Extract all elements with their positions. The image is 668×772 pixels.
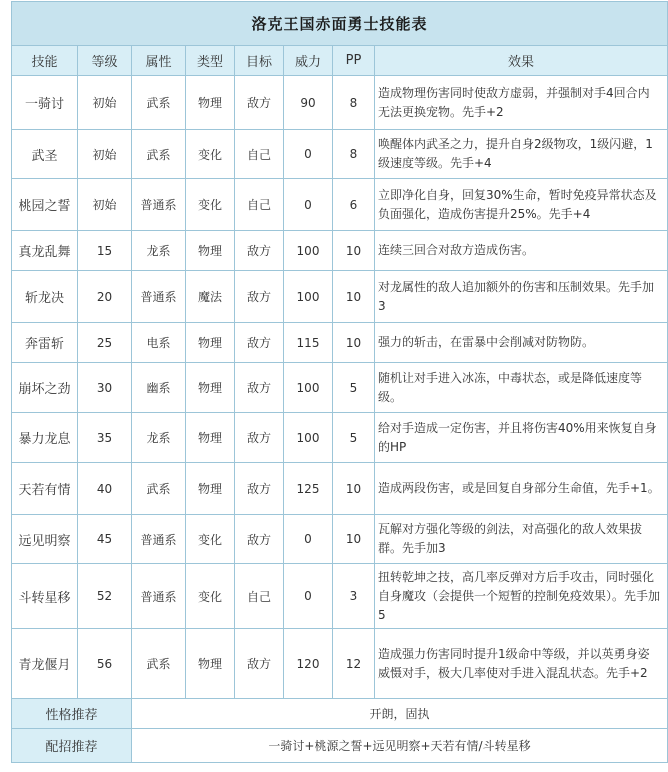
skill-effect: 扭转乾坤之技，高几率反弹对方后手攻击，同时强化自身魔攻（会提供一个短暂的控制免疫效果）。先手加5	[375, 564, 668, 629]
table-row	[12, 463, 668, 515]
nature-label: 性格推荐	[12, 699, 132, 729]
skill-target: 敌方	[235, 231, 284, 271]
skill-pp: 6	[333, 179, 375, 231]
skill-level: 初始	[78, 130, 132, 179]
skill-type: 物理	[186, 463, 235, 515]
skill-attribute: 龙系	[132, 231, 186, 271]
combo-label: 配招推荐	[12, 729, 132, 763]
skill-effect: 给对手造成一定伤害，并且将伤害40%用来恢复自身的HP	[375, 413, 668, 463]
skill-pp: 8	[333, 130, 375, 179]
skill-level: 初始	[78, 179, 132, 231]
skill-pp: 10	[333, 463, 375, 515]
skill-power: 100	[284, 231, 333, 271]
skill-effect: 瓦解对方强化等级的剑法，对高强化的敌人效果拔群。先手加3	[375, 515, 668, 564]
skill-attribute: 电系	[132, 323, 186, 363]
skill-target: 敌方	[235, 515, 284, 564]
skill-attribute: 幽系	[132, 363, 186, 413]
combo-value: 一骑讨+桃源之誓+远见明察+天若有情/斗转星移	[132, 729, 668, 763]
skill-name: 青龙偃月	[12, 629, 78, 699]
skill-power: 100	[284, 413, 333, 463]
skill-pp: 10	[333, 231, 375, 271]
header-pp: PP	[333, 46, 375, 76]
skill-power: 125	[284, 463, 333, 515]
skill-level: 20	[78, 271, 132, 323]
skill-attribute: 普通系	[132, 564, 186, 629]
combo-row	[12, 729, 668, 763]
skill-attribute: 普通系	[132, 271, 186, 323]
skill-attribute: 普通系	[132, 515, 186, 564]
table-row	[12, 363, 668, 413]
skill-effect: 造成强力伤害同时提升1级命中等级，并以英勇身姿威慑对手，极大几率使对手进入混乱状态。先手+2	[375, 629, 668, 699]
skill-effect: 强力的斩击，在雷暴中会削减对防物防。	[375, 323, 668, 363]
skill-name: 真龙乱舞	[12, 231, 78, 271]
skill-attribute: 武系	[132, 463, 186, 515]
skill-name: 斩龙决	[12, 271, 78, 323]
skill-table-container	[11, 1, 667, 763]
skill-name: 斗转星移	[12, 564, 78, 629]
skill-table	[11, 1, 668, 763]
skill-target: 敌方	[235, 323, 284, 363]
table-row	[12, 629, 668, 699]
skill-pp: 3	[333, 564, 375, 629]
table-title: 洛克王国赤面勇士技能表	[12, 2, 668, 46]
table-row	[12, 413, 668, 463]
skill-pp: 8	[333, 76, 375, 130]
skill-power: 0	[284, 564, 333, 629]
skill-attribute: 龙系	[132, 413, 186, 463]
table-row	[12, 515, 668, 564]
skill-effect: 唤醒体内武圣之力，提升自身2级物攻，1级闪避，1级速度等级。先手+4	[375, 130, 668, 179]
skill-name: 桃园之誓	[12, 179, 78, 231]
skill-power: 0	[284, 130, 333, 179]
nature-row	[12, 699, 668, 729]
skill-pp: 10	[333, 323, 375, 363]
skill-target: 敌方	[235, 629, 284, 699]
skill-type: 物理	[186, 231, 235, 271]
skill-effect: 随机让对手进入冰冻，中毒状态，或是降低速度等级。	[375, 363, 668, 413]
skill-power: 0	[284, 515, 333, 564]
skill-name: 奔雷斩	[12, 323, 78, 363]
skill-level: 56	[78, 629, 132, 699]
table-row	[12, 564, 668, 629]
skill-target: 敌方	[235, 463, 284, 515]
skill-pp: 5	[333, 413, 375, 463]
table-row	[12, 76, 668, 130]
skill-type: 变化	[186, 179, 235, 231]
skill-type: 物理	[186, 629, 235, 699]
skill-power: 100	[284, 271, 333, 323]
skill-pp: 12	[333, 629, 375, 699]
skill-level: 15	[78, 231, 132, 271]
skill-type: 变化	[186, 130, 235, 179]
skill-type: 物理	[186, 323, 235, 363]
skill-type: 物理	[186, 76, 235, 130]
header-row	[12, 46, 668, 76]
skill-level: 45	[78, 515, 132, 564]
header-attribute: 属性	[132, 46, 186, 76]
header-type: 类型	[186, 46, 235, 76]
skill-name: 远见明察	[12, 515, 78, 564]
table-row	[12, 179, 668, 231]
header-target: 目标	[235, 46, 284, 76]
skill-effect: 连续三回合对敌方造成伤害。	[375, 231, 668, 271]
header-power: 威力	[284, 46, 333, 76]
skill-type: 魔法	[186, 271, 235, 323]
skill-name: 武圣	[12, 130, 78, 179]
skill-level: 35	[78, 413, 132, 463]
skill-power: 90	[284, 76, 333, 130]
skill-target: 敌方	[235, 271, 284, 323]
skill-name: 暴力龙息	[12, 413, 78, 463]
header-level: 等级	[78, 46, 132, 76]
skill-level: 40	[78, 463, 132, 515]
nature-value: 开朗，固执	[132, 699, 668, 729]
skill-name: 崩坏之劲	[12, 363, 78, 413]
header-effect: 效果	[375, 46, 668, 76]
skill-attribute: 武系	[132, 629, 186, 699]
skill-type: 物理	[186, 363, 235, 413]
skill-power: 0	[284, 179, 333, 231]
skill-effect: 立即净化自身，回复30%生命，暂时免疫异常状态及负面强化，造成伤害提升25%。先手+4	[375, 179, 668, 231]
table-row	[12, 130, 668, 179]
skill-effect: 对龙属性的敌人追加额外的伤害和压制效果。先手加3	[375, 271, 668, 323]
skill-power: 120	[284, 629, 333, 699]
skill-attribute: 武系	[132, 76, 186, 130]
skill-target: 敌方	[235, 76, 284, 130]
skill-target: 自己	[235, 564, 284, 629]
skill-type: 变化	[186, 515, 235, 564]
table-row	[12, 271, 668, 323]
skill-pp: 10	[333, 515, 375, 564]
skill-name: 一骑讨	[12, 76, 78, 130]
skill-target: 敌方	[235, 363, 284, 413]
header-skill: 技能	[12, 46, 78, 76]
skill-target: 自己	[235, 130, 284, 179]
skill-effect: 造成物理伤害同时使敌方虚弱，并强制对手4回合内无法更换宠物。先手+2	[375, 76, 668, 130]
skill-pp: 10	[333, 271, 375, 323]
skill-power: 115	[284, 323, 333, 363]
skill-type: 物理	[186, 413, 235, 463]
skills-body	[12, 76, 668, 699]
skill-target: 自己	[235, 179, 284, 231]
skill-type: 变化	[186, 564, 235, 629]
skill-level: 30	[78, 363, 132, 413]
skill-name: 天若有情	[12, 463, 78, 515]
skill-target: 敌方	[235, 413, 284, 463]
skill-effect: 造成两段伤害，或是回复自身部分生命值，先手+1。	[375, 463, 668, 515]
table-row	[12, 323, 668, 363]
skill-level: 初始	[78, 76, 132, 130]
skill-attribute: 武系	[132, 130, 186, 179]
skill-level: 25	[78, 323, 132, 363]
skill-level: 52	[78, 564, 132, 629]
skill-pp: 5	[333, 363, 375, 413]
skill-power: 100	[284, 363, 333, 413]
title-row	[12, 2, 668, 46]
skill-attribute: 普通系	[132, 179, 186, 231]
table-row	[12, 231, 668, 271]
